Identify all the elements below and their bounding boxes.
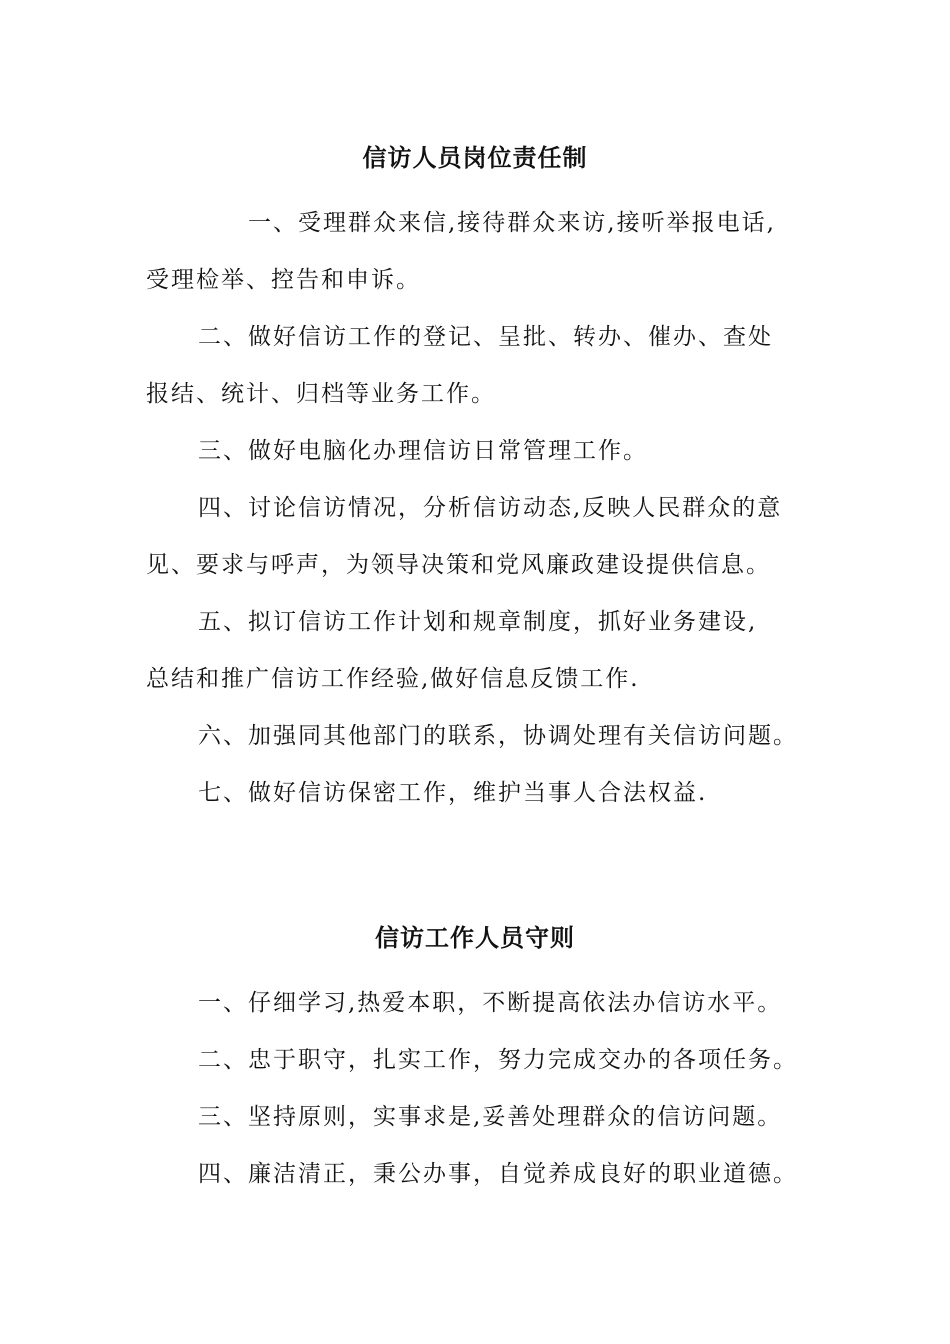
section1-paragraph-5-line-1: 五、拟订信访工作计划和规章制度，抓好业务建设,: [198, 609, 758, 635]
section1-paragraph-2-line-2: 报结、统计、归档等业务工作。: [146, 381, 496, 407]
section2-item-1: 一、仔细学习,热爱本职，不断提高依法办信访水平。: [198, 990, 783, 1016]
section2-item-3: 三、坚持原则，实事求是,妥善处理群众的信访问题。: [198, 1104, 783, 1130]
section2-item-2: 二、忠于职守，扎实工作，努力完成交办的各项任务。: [198, 1047, 798, 1073]
section1-paragraph-6: 六、加强同其他部门的联系，协调处理有关信访问题。: [198, 723, 798, 749]
section1-paragraph-4-line-1: 四、讨论信访情况，分析信访动态,反映人民群众的意: [198, 495, 783, 521]
section2-item-4: 四、廉洁清正，秉公办事，自觉养成良好的职业道德。: [198, 1161, 798, 1187]
section1-paragraph-3: 三、做好电脑化办理信访日常管理工作。: [198, 438, 648, 464]
section1-paragraph-1-line-2: 受理检举、控告和申诉。: [146, 267, 421, 293]
section2-title: 信访工作人员守则: [375, 923, 575, 952]
section1-paragraph-1-line-1: 一、受理群众来信,接待群众来访,接听举报电话,: [248, 210, 776, 236]
section1-paragraph-2-line-1: 二、做好信访工作的登记、呈批、转办、催办、查处: [198, 324, 773, 350]
section1-paragraph-4-line-2: 见、要求与呼声，为领导决策和党风廉政建设提供信息。: [146, 552, 771, 578]
section1-title: 信访人员岗位责任制: [362, 143, 588, 172]
section1-paragraph-7: 七、做好信访保密工作，维护当事人合法权益.: [198, 780, 708, 806]
section1-paragraph-5-line-2: 总结和推广信访工作经验,做好信息反馈工作.: [146, 666, 640, 692]
